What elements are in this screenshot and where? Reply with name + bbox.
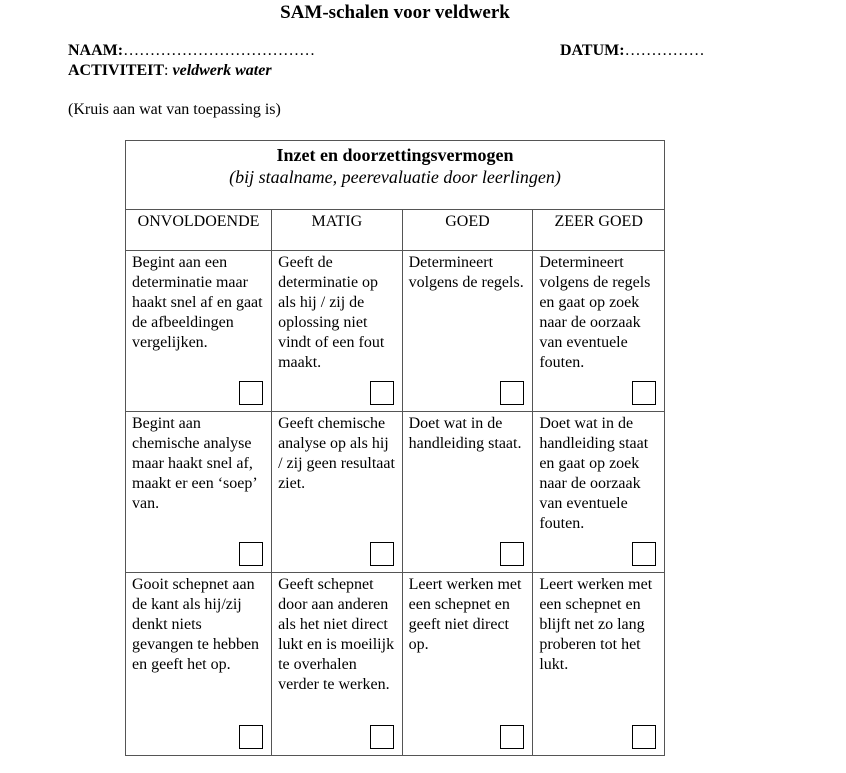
table-cell bbox=[533, 573, 665, 756]
column-header-zeer-goed: ZEER GOED bbox=[533, 210, 665, 251]
datum-label: DATUM: bbox=[560, 42, 625, 59]
checkbox[interactable] bbox=[239, 381, 263, 405]
checkbox[interactable] bbox=[239, 542, 263, 566]
table-cell bbox=[126, 573, 272, 756]
naam-dots[interactable]: ……………………………… bbox=[123, 42, 316, 59]
checkbox[interactable] bbox=[632, 542, 656, 566]
table-row bbox=[126, 412, 665, 573]
datum-dots[interactable]: …………… bbox=[624, 42, 705, 59]
activiteit-line bbox=[68, 62, 272, 80]
checkbox[interactable] bbox=[500, 542, 524, 566]
table-cell bbox=[402, 573, 533, 756]
cell-text: Determineert volgens de regels en gaat op zoek naar de oorzaak van eventuele fouten. bbox=[539, 254, 651, 371]
cell-text: Leert werken met een schepnet en blijft net zo lang proberen tot het lukt. bbox=[539, 576, 653, 673]
cell-text: Begint aan een determinatie maar haakt snel af en gaat de afbeeldingen vergelijken. bbox=[132, 254, 263, 351]
table-cell bbox=[272, 251, 403, 412]
cell-text: Geeft de determinatie op als hij / zij de oplossing niet vindt of een fout maakt. bbox=[278, 254, 385, 371]
page-title: SAM-schalen voor veldwerk bbox=[280, 2, 510, 23]
checkbox[interactable] bbox=[370, 542, 394, 566]
table-cell bbox=[126, 251, 272, 412]
table-cell bbox=[126, 412, 272, 573]
checkbox[interactable] bbox=[370, 725, 394, 749]
checkbox[interactable] bbox=[632, 381, 656, 405]
table-cell bbox=[533, 412, 665, 573]
checkbox[interactable] bbox=[500, 725, 524, 749]
naam-field bbox=[68, 42, 315, 60]
cell-text: Doet wat in de handleiding staat. bbox=[408, 415, 522, 452]
instruction-note: (Kruis aan wat van toepassing is) bbox=[68, 101, 281, 118]
table-heading-cell bbox=[126, 141, 665, 210]
column-header-goed: GOED bbox=[402, 210, 533, 251]
datum-field bbox=[560, 42, 705, 60]
checkbox[interactable] bbox=[370, 381, 394, 405]
table-cell bbox=[533, 251, 665, 412]
checkbox[interactable] bbox=[239, 725, 263, 749]
table-heading: Inzet en doorzettingsvermogen bbox=[276, 145, 514, 165]
checkbox[interactable] bbox=[500, 381, 524, 405]
cell-text: Begint aan chemische analyse maar haakt snel af, maakt er een ‘soep’ van. bbox=[132, 415, 257, 512]
cell-text: Geeft schepnet door aan anderen als het niet direct lukt en is moeilijk te overhalen verder te werken. bbox=[278, 576, 395, 693]
table-cell bbox=[402, 251, 533, 412]
table-row bbox=[126, 251, 665, 412]
checkbox[interactable] bbox=[632, 725, 656, 749]
cell-text: Leert werken met een schepnet en geeft niet direct op. bbox=[408, 576, 522, 653]
cell-text: Doet wat in de handleiding staat en gaat op zoek naar de oorzaak van eventuele fouten. bbox=[539, 415, 649, 532]
activiteit-label: ACTIVITEIT bbox=[68, 62, 165, 79]
table-cell bbox=[402, 412, 533, 573]
column-header-matig: MATIG bbox=[272, 210, 403, 251]
table-subheading: (bij staalname, peerevaluatie door leerlingen) bbox=[229, 167, 561, 187]
table-row bbox=[126, 573, 665, 756]
cell-text: Gooit schepnet aan de kant als hij/zij denkt niets gevangen te hebben en geeft het op. bbox=[132, 576, 260, 673]
sam-scale-table bbox=[125, 140, 665, 756]
naam-label: NAAM: bbox=[68, 42, 124, 59]
table-cell bbox=[272, 412, 403, 573]
cell-text: Geeft chemische analyse op als hij / zij geen resultaat ziet. bbox=[278, 415, 395, 492]
cell-text: Determineert volgens de regels. bbox=[408, 254, 524, 291]
column-header-onvoldoende: ONVOLDOENDE bbox=[126, 210, 272, 251]
activiteit-colon: : bbox=[164, 62, 173, 79]
table-cell bbox=[272, 573, 403, 756]
activiteit-value: veldwerk water bbox=[172, 62, 272, 79]
